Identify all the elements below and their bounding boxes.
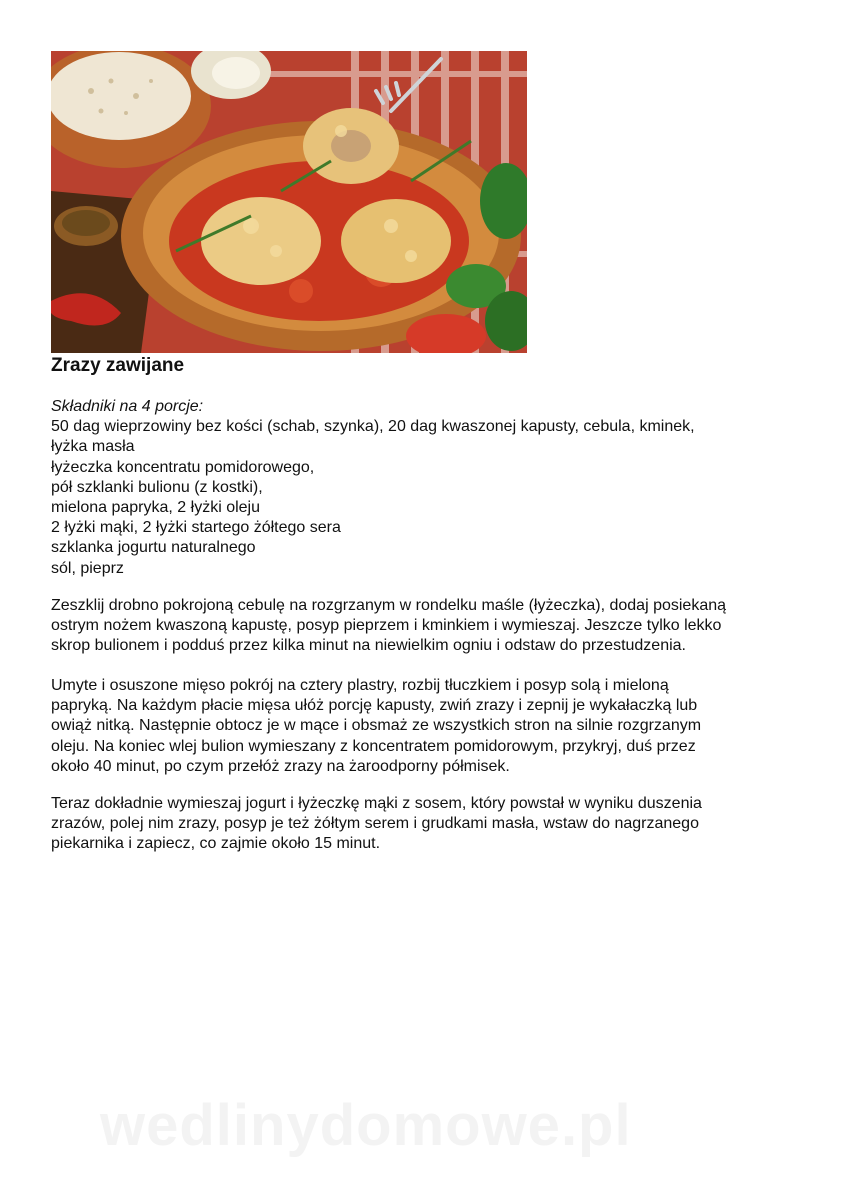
- ingredient-line: mielona papryka, 2 łyżki oleju: [51, 499, 260, 517]
- paragraph-line: Umyte i osuszone mięso pokrój na cztery plastry, rozbij tłuczkiem i posyp solą i mieloną: [51, 677, 669, 694]
- paragraph-line: około 40 minut, po czym przełóż zrazy na żaroodporny półmisek.: [51, 757, 510, 775]
- ingredient-line: 50 dag wieprzowiny bez kości (schab, szynka), 20 dag kwaszonej kapusty, cebula, kminek,: [51, 418, 695, 436]
- paragraph-line: Zeszklij drobno pokrojoną cebulę na rozgrzanym w rondelku maśle (łyżeczka), dodaj posiekaną: [51, 597, 727, 614]
- paragraph-line: papryką. Na każdym płacie mięsa ułóż porcję kapusty, zwiń zrazy i zepnij je wykałaczką lub: [51, 697, 698, 715]
- paragraph-line: ostrym nożem kwaszoną kapustę, posyp pieprzem i kminkiem i wymieszaj. Jeszcze tylko lekko: [51, 617, 722, 635]
- paragraph-line: owiąż nitką. Następnie obtocz je w mące i obsmaż ze wszystkich stron na silnie rozgrzanym: [51, 717, 702, 735]
- ingredient-line: łyżeczka koncentratu pomidorowego,: [51, 458, 315, 476]
- dish-photo: [51, 51, 527, 353]
- recipe-title: Zrazy zawijane: [51, 355, 185, 376]
- instruction-paragraph: [51, 794, 811, 855]
- ingredient-line: łyżka masła: [51, 438, 135, 456]
- paragraph-line: zrazów, polej nim zrazy, posyp je też żółtym serem i grudkami masła, wstaw do nagrzanego: [51, 815, 699, 833]
- ingredient-line: sól, pieprz: [51, 559, 124, 577]
- paragraph-line: oleju. Na koniec wlej bulion wymieszany z koncentratem pomidorowym, przykryj, duś przez: [51, 737, 696, 755]
- site-watermark: wedlinydomowe.pl: [100, 1093, 632, 1158]
- instruction-paragraph: [51, 676, 811, 777]
- ingredients-section: [51, 397, 811, 579]
- food-photo-dish-icon: [51, 51, 527, 353]
- ingredients-header: Składniki na 4 porcje:: [51, 398, 204, 415]
- paragraph-line: skrop bulionem i podduś przez kilka minut na niewielkim ogniu i odstaw do przestudzenia.: [51, 637, 686, 655]
- ingredient-line: pół szklanki bulionu (z kostki),: [51, 478, 263, 496]
- paragraph-line: Teraz dokładnie wymieszaj jogurt i łyżeczkę mąki z sosem, który powstał w wyniku duszenia: [51, 795, 702, 812]
- instruction-paragraph: [51, 596, 811, 657]
- paragraph-line: piekarnika i zapiecz, co zajmie około 15 minut.: [51, 835, 381, 853]
- ingredient-line: szklanka jogurtu naturalnego: [51, 539, 256, 557]
- ingredient-line: 2 łyżki mąki, 2 łyżki startego żółtego sera: [51, 519, 341, 537]
